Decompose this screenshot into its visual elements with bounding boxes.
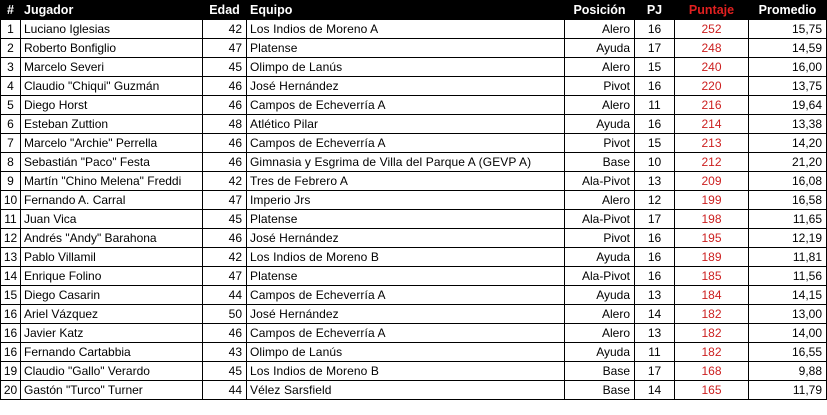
table-row (1, 248, 827, 267)
cell-rank: 19 (1, 362, 21, 381)
cell-games: 17 (635, 39, 675, 58)
cell-age: 42 (203, 20, 247, 39)
cell-average: 11,79 (749, 381, 827, 400)
table-row (1, 191, 827, 210)
cell-games: 16 (635, 267, 675, 286)
cell-team: Los Indios de Moreno A (247, 20, 565, 39)
cell-games: 11 (635, 343, 675, 362)
cell-player: Javier Katz (21, 324, 203, 343)
cell-team: Tres de Febrero A (247, 172, 565, 191)
cell-age: 46 (203, 134, 247, 153)
cell-team: Campos de Echeverría A (247, 286, 565, 305)
cell-player: Sebastián "Paco" Festa (21, 153, 203, 172)
cell-average: 16,08 (749, 172, 827, 191)
cell-position: Ayuda (565, 39, 635, 58)
cell-games: 15 (635, 58, 675, 77)
cell-age: 47 (203, 191, 247, 210)
cell-team: Olimpo de Lanús (247, 58, 565, 77)
col-team: Equipo (247, 1, 565, 20)
cell-rank: 6 (1, 115, 21, 134)
cell-position: Base (565, 153, 635, 172)
cell-average: 13,75 (749, 77, 827, 96)
cell-rank: 9 (1, 172, 21, 191)
col-position: Posición (565, 1, 635, 20)
cell-position: Alero (565, 191, 635, 210)
cell-player: Esteban Zuttion (21, 115, 203, 134)
table-row (1, 381, 827, 400)
cell-team: Campos de Echeverría A (247, 96, 565, 115)
cell-points: 168 (675, 362, 749, 381)
cell-average: 11,56 (749, 267, 827, 286)
cell-position: Alero (565, 58, 635, 77)
cell-rank: 20 (1, 381, 21, 400)
table-row (1, 229, 827, 248)
cell-age: 44 (203, 286, 247, 305)
cell-points: 182 (675, 343, 749, 362)
cell-age: 48 (203, 115, 247, 134)
col-age: Edad (203, 1, 247, 20)
cell-games: 11 (635, 96, 675, 115)
table-row (1, 267, 827, 286)
cell-games: 10 (635, 153, 675, 172)
cell-average: 11,81 (749, 248, 827, 267)
cell-points: 240 (675, 58, 749, 77)
cell-position: Base (565, 381, 635, 400)
cell-points: 248 (675, 39, 749, 58)
cell-player: Diego Casarin (21, 286, 203, 305)
cell-player: Ariel Vázquez (21, 305, 203, 324)
cell-rank: 5 (1, 96, 21, 115)
cell-average: 11,65 (749, 210, 827, 229)
cell-position: Pivot (565, 134, 635, 153)
cell-games: 14 (635, 305, 675, 324)
cell-rank: 10 (1, 191, 21, 210)
cell-team: Platense (247, 267, 565, 286)
cell-player: Marcelo "Archie" Perrella (21, 134, 203, 153)
cell-games: 13 (635, 286, 675, 305)
cell-games: 16 (635, 115, 675, 134)
cell-games: 17 (635, 362, 675, 381)
cell-rank: 16 (1, 343, 21, 362)
cell-age: 46 (203, 153, 247, 172)
cell-team: José Hernández (247, 77, 565, 96)
cell-points: 182 (675, 324, 749, 343)
cell-rank: 7 (1, 134, 21, 153)
cell-team: Platense (247, 39, 565, 58)
cell-games: 15 (635, 134, 675, 153)
cell-player: Enrique Folino (21, 267, 203, 286)
cell-team: Los Indios de Moreno B (247, 248, 565, 267)
cell-average: 21,20 (749, 153, 827, 172)
cell-games: 16 (635, 20, 675, 39)
table-row (1, 20, 827, 39)
cell-age: 50 (203, 305, 247, 324)
table-row (1, 153, 827, 172)
cell-age: 42 (203, 248, 247, 267)
cell-player: Claudio "Chiqui" Guzmán (21, 77, 203, 96)
cell-age: 43 (203, 343, 247, 362)
col-average: Promedio (749, 1, 827, 20)
cell-points: 184 (675, 286, 749, 305)
cell-position: Ayuda (565, 248, 635, 267)
cell-points: 198 (675, 210, 749, 229)
table-row (1, 324, 827, 343)
cell-rank: 4 (1, 77, 21, 96)
table-row (1, 58, 827, 77)
cell-age: 45 (203, 210, 247, 229)
cell-player: Juan Vica (21, 210, 203, 229)
cell-average: 16,00 (749, 58, 827, 77)
cell-games: 16 (635, 229, 675, 248)
cell-age: 46 (203, 229, 247, 248)
cell-points: 165 (675, 381, 749, 400)
cell-points: 220 (675, 77, 749, 96)
cell-position: Ayuda (565, 115, 635, 134)
cell-age: 47 (203, 267, 247, 286)
cell-position: Alero (565, 324, 635, 343)
cell-average: 14,00 (749, 324, 827, 343)
cell-rank: 13 (1, 248, 21, 267)
cell-games: 16 (635, 248, 675, 267)
cell-games: 16 (635, 77, 675, 96)
cell-points: 182 (675, 305, 749, 324)
cell-position: Ala-Pivot (565, 172, 635, 191)
table-row (1, 286, 827, 305)
cell-player: Pablo Villamil (21, 248, 203, 267)
cell-position: Ala-Pivot (565, 267, 635, 286)
cell-age: 42 (203, 172, 247, 191)
cell-average: 15,75 (749, 20, 827, 39)
cell-points: 209 (675, 172, 749, 191)
cell-player: Martín "Chino Melena" Freddi (21, 172, 203, 191)
col-rank: # (1, 1, 21, 20)
cell-rank: 14 (1, 267, 21, 286)
cell-team: José Hernández (247, 229, 565, 248)
cell-points: 195 (675, 229, 749, 248)
cell-points: 216 (675, 96, 749, 115)
cell-age: 44 (203, 381, 247, 400)
cell-rank: 1 (1, 20, 21, 39)
cell-team: Olimpo de Lanús (247, 343, 565, 362)
cell-rank: 3 (1, 58, 21, 77)
cell-games: 14 (635, 381, 675, 400)
cell-average: 9,88 (749, 362, 827, 381)
cell-position: Ala-Pivot (565, 210, 635, 229)
cell-points: 212 (675, 153, 749, 172)
table-row (1, 77, 827, 96)
col-points: Puntaje (675, 1, 749, 20)
table-row (1, 362, 827, 381)
cell-age: 47 (203, 39, 247, 58)
cell-age: 46 (203, 324, 247, 343)
cell-age: 45 (203, 362, 247, 381)
col-games: PJ (635, 1, 675, 20)
cell-points: 252 (675, 20, 749, 39)
header-row (1, 1, 827, 20)
cell-position: Base (565, 362, 635, 381)
cell-team: Imperio Jrs (247, 191, 565, 210)
cell-average: 19,64 (749, 96, 827, 115)
cell-points: 213 (675, 134, 749, 153)
cell-team: Atlético Pilar (247, 115, 565, 134)
cell-position: Ayuda (565, 343, 635, 362)
table-row (1, 115, 827, 134)
cell-age: 46 (203, 77, 247, 96)
table-row (1, 96, 827, 115)
cell-average: 13,38 (749, 115, 827, 134)
cell-points: 214 (675, 115, 749, 134)
cell-average: 12,19 (749, 229, 827, 248)
table-row (1, 172, 827, 191)
cell-rank: 8 (1, 153, 21, 172)
cell-team: Los Indios de Moreno B (247, 362, 565, 381)
cell-games: 12 (635, 191, 675, 210)
cell-points: 199 (675, 191, 749, 210)
cell-average: 14,15 (749, 286, 827, 305)
cell-rank: 15 (1, 286, 21, 305)
cell-position: Pivot (565, 77, 635, 96)
cell-player: Fernando Cartabbia (21, 343, 203, 362)
cell-team: Campos de Echeverría A (247, 324, 565, 343)
cell-position: Pivot (565, 229, 635, 248)
cell-player: Fernando A. Carral (21, 191, 203, 210)
cell-player: Gastón "Turco" Turner (21, 381, 203, 400)
cell-rank: 16 (1, 305, 21, 324)
cell-rank: 12 (1, 229, 21, 248)
cell-average: 16,58 (749, 191, 827, 210)
cell-team: Gimnasia y Esgrima de Villa del Parque A (GEVP A) (247, 153, 565, 172)
cell-position: Ayuda (565, 286, 635, 305)
cell-rank: 2 (1, 39, 21, 58)
cell-rank: 11 (1, 210, 21, 229)
cell-rank: 16 (1, 324, 21, 343)
cell-position: Alero (565, 20, 635, 39)
cell-player: Luciano Iglesias (21, 20, 203, 39)
cell-position: Alero (565, 96, 635, 115)
table-row (1, 305, 827, 324)
cell-average: 14,20 (749, 134, 827, 153)
cell-team: Campos de Echeverría A (247, 134, 565, 153)
cell-age: 46 (203, 96, 247, 115)
table-row (1, 39, 827, 58)
cell-age: 45 (203, 58, 247, 77)
table-row (1, 343, 827, 362)
cell-player: Diego Horst (21, 96, 203, 115)
cell-team: José Hernández (247, 305, 565, 324)
cell-player: Roberto Bonfiglio (21, 39, 203, 58)
cell-average: 13,00 (749, 305, 827, 324)
cell-player: Andrés "Andy" Barahona (21, 229, 203, 248)
cell-games: 13 (635, 324, 675, 343)
table-row (1, 210, 827, 229)
cell-player: Claudio "Gallo" Verardo (21, 362, 203, 381)
cell-position: Alero (565, 305, 635, 324)
table-header (1, 1, 827, 20)
table-body (1, 20, 827, 400)
cell-average: 14,59 (749, 39, 827, 58)
col-player: Jugador (21, 1, 203, 20)
cell-team: Vélez Sarsfield (247, 381, 565, 400)
table-row (1, 134, 827, 153)
cell-points: 185 (675, 267, 749, 286)
cell-points: 189 (675, 248, 749, 267)
cell-games: 13 (635, 172, 675, 191)
cell-player: Marcelo Severi (21, 58, 203, 77)
cell-team: Platense (247, 210, 565, 229)
cell-average: 16,55 (749, 343, 827, 362)
cell-games: 17 (635, 210, 675, 229)
